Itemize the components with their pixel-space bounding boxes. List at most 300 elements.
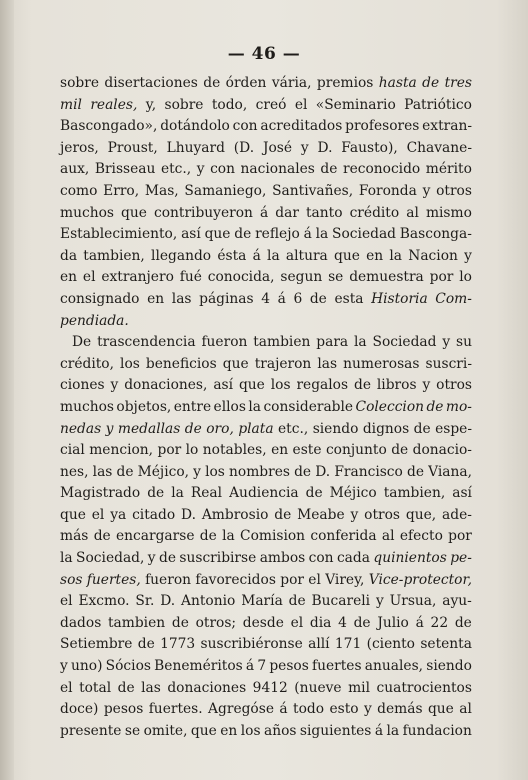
word: esto xyxy=(329,701,359,718)
word: mil xyxy=(60,96,82,113)
word: de xyxy=(117,679,135,696)
word: y xyxy=(196,161,205,178)
word: por xyxy=(157,442,182,459)
word: omite, xyxy=(143,722,188,739)
word: por xyxy=(448,528,472,545)
word: ellos xyxy=(213,398,246,415)
word: oro, xyxy=(206,420,234,437)
word: la xyxy=(386,722,400,739)
word: presente xyxy=(60,722,122,739)
text-line xyxy=(60,419,472,441)
word: suscri- xyxy=(425,355,472,372)
word: (ciento xyxy=(366,636,415,653)
word: y, xyxy=(145,96,157,113)
word: que xyxy=(222,355,249,372)
word: á xyxy=(277,290,286,307)
page-binding-edge xyxy=(0,0,14,780)
word: extran- xyxy=(422,118,472,135)
word: tanto xyxy=(306,204,343,221)
word: demás xyxy=(377,701,423,718)
word: fuertes xyxy=(312,658,362,675)
text-line xyxy=(60,181,472,203)
word: y xyxy=(350,506,359,523)
word: de xyxy=(147,485,165,502)
word: y xyxy=(193,463,201,480)
word: de xyxy=(137,636,155,653)
word: en xyxy=(271,442,289,459)
word: al xyxy=(459,701,472,718)
word: la xyxy=(222,528,235,545)
word: nes, xyxy=(60,463,89,480)
word: el xyxy=(294,96,308,113)
word: Ambrosio xyxy=(201,506,269,523)
word: quinientos xyxy=(373,550,447,567)
word: creó xyxy=(255,96,287,113)
word: á xyxy=(252,247,261,264)
word: pesos xyxy=(103,701,144,718)
word: Proust, xyxy=(107,139,158,156)
word: entre xyxy=(173,398,212,415)
word: Sociedad, xyxy=(76,550,145,567)
word: pendiada. xyxy=(60,312,129,329)
word: así xyxy=(452,485,472,502)
word: «Seminario xyxy=(315,96,396,113)
word: se xyxy=(124,722,141,739)
word: citado xyxy=(132,506,176,523)
word: Mas, xyxy=(144,182,179,199)
page-number: — 46 — xyxy=(227,44,301,64)
word: de xyxy=(274,506,292,523)
word: Foronda xyxy=(358,182,417,199)
word: á xyxy=(245,658,255,675)
word: ambos xyxy=(259,550,306,567)
word: años xyxy=(263,722,297,739)
word: da xyxy=(60,247,78,264)
word: que xyxy=(204,226,231,243)
word: otros xyxy=(436,182,472,199)
word: la xyxy=(267,247,280,264)
text-line xyxy=(60,548,472,570)
word: efecto xyxy=(399,528,443,545)
word: dignos xyxy=(362,420,410,437)
word: y xyxy=(442,334,451,351)
word: Julio xyxy=(377,614,409,631)
word: lo xyxy=(185,442,199,459)
word: cuatrocientos xyxy=(376,679,472,696)
word: la xyxy=(389,247,403,264)
word: premios xyxy=(316,75,374,91)
word: el xyxy=(60,679,73,696)
word: mil xyxy=(348,679,370,696)
word: Samaniego, xyxy=(184,182,267,199)
word: las xyxy=(171,290,192,307)
word: etc., xyxy=(278,420,309,437)
word: nacionales xyxy=(240,161,315,178)
word: así xyxy=(213,377,234,394)
text-line xyxy=(60,267,472,289)
word: y xyxy=(60,658,68,675)
word: su xyxy=(455,334,472,351)
word: Chavane- xyxy=(406,139,472,156)
word: Bucareli xyxy=(311,593,371,610)
word: el xyxy=(308,571,321,588)
word: en xyxy=(220,722,238,739)
word: fué xyxy=(179,269,202,286)
text-line xyxy=(60,699,472,721)
word: de xyxy=(406,463,424,480)
word: extranjero xyxy=(101,269,174,286)
text-line xyxy=(60,397,472,419)
word: como xyxy=(60,182,98,199)
word: (nueve xyxy=(294,679,342,696)
word: reflejo xyxy=(255,226,300,243)
word: y xyxy=(110,377,119,394)
text-line xyxy=(60,159,472,181)
word: setenta xyxy=(420,636,472,653)
word: allí xyxy=(308,636,330,653)
text-line xyxy=(60,332,472,354)
word: Sociedad xyxy=(372,334,437,351)
word: desde xyxy=(242,614,284,631)
word: altura xyxy=(285,247,328,264)
word: y xyxy=(105,420,114,437)
word: Basconga- xyxy=(399,226,472,243)
word: de xyxy=(93,528,111,545)
word: el xyxy=(82,269,96,286)
word: De xyxy=(72,334,92,351)
word: ade- xyxy=(442,506,472,523)
word: notables, xyxy=(202,442,267,459)
word: 1773 xyxy=(160,636,196,653)
word: que xyxy=(121,204,147,221)
word: trajeron xyxy=(254,355,312,372)
word: aux, xyxy=(60,161,90,178)
word: de xyxy=(305,485,323,502)
word: de xyxy=(353,377,371,394)
word: las xyxy=(317,355,338,372)
word: conjunto xyxy=(325,442,387,459)
word: los xyxy=(270,377,291,394)
text-line xyxy=(60,462,472,484)
word: reales, xyxy=(90,96,138,113)
text-line xyxy=(60,311,472,333)
word: el xyxy=(91,506,105,523)
word: favorecidos xyxy=(195,571,276,588)
word: se xyxy=(328,269,344,286)
word: ciones xyxy=(60,377,105,394)
word: que xyxy=(190,722,217,739)
word: lo xyxy=(459,269,472,286)
word: y xyxy=(464,247,472,264)
word: las xyxy=(92,463,113,480)
word: libros xyxy=(376,377,417,394)
word: todo, xyxy=(211,96,248,113)
word: D. xyxy=(160,593,176,610)
word: Lhuyard xyxy=(166,139,225,156)
word: dados xyxy=(60,614,102,631)
word: Historia xyxy=(371,290,428,307)
text-line xyxy=(60,224,472,246)
text-line xyxy=(60,591,472,613)
word: trascendencia xyxy=(97,334,196,351)
word: uno) xyxy=(71,658,103,675)
word: de xyxy=(116,463,134,480)
text-line xyxy=(60,203,472,225)
word: conferida xyxy=(310,528,377,545)
word: Brisseau xyxy=(94,161,156,178)
word: de xyxy=(199,528,217,545)
word: sobre xyxy=(164,96,204,113)
word: y xyxy=(363,701,372,718)
word: Sr. xyxy=(135,593,155,610)
word: mismo xyxy=(425,204,472,221)
word: la xyxy=(60,550,73,567)
word: suscribirse xyxy=(179,550,257,567)
word: Francisco xyxy=(334,463,403,480)
word: á xyxy=(303,226,312,243)
word: siendo xyxy=(426,658,472,675)
word: donaciones xyxy=(167,679,247,696)
word: crédito xyxy=(349,204,400,221)
word: demuestra xyxy=(349,269,424,286)
word: por xyxy=(280,571,304,588)
word: Erro, xyxy=(103,182,140,199)
word: llegando xyxy=(151,247,212,264)
word: el xyxy=(290,614,304,631)
text-line xyxy=(60,505,472,527)
word: pesos xyxy=(269,658,309,675)
word: y xyxy=(422,377,431,394)
word: de xyxy=(294,463,312,480)
word: Viana, xyxy=(428,463,472,480)
word: José xyxy=(262,139,293,156)
word: y xyxy=(375,593,384,610)
word: (D. xyxy=(233,139,255,156)
word: Méjico xyxy=(329,485,377,502)
word: dotándolo xyxy=(160,118,230,135)
word: de xyxy=(203,75,221,91)
text-line xyxy=(60,138,472,160)
word: al xyxy=(381,528,395,545)
word: y xyxy=(422,182,431,199)
word: cada xyxy=(336,550,370,567)
word: numerosas xyxy=(343,355,420,372)
word: contribuyeron xyxy=(153,204,253,221)
word: donacio- xyxy=(412,442,472,459)
word: el xyxy=(60,593,73,610)
word: para xyxy=(316,334,349,351)
word: con xyxy=(308,550,334,567)
word: con xyxy=(232,118,258,135)
word: 171 xyxy=(334,636,362,653)
word: de xyxy=(391,442,409,459)
text-line xyxy=(60,440,472,462)
word: objetos, xyxy=(116,398,172,415)
word: Méjico, xyxy=(137,463,190,480)
text-line xyxy=(60,375,472,397)
word: profesores xyxy=(345,118,420,135)
word: con xyxy=(210,161,235,178)
word: órden xyxy=(225,75,267,91)
word: Comision xyxy=(240,528,306,545)
word: de xyxy=(309,290,327,307)
word: tambien xyxy=(108,614,166,631)
word: 7 xyxy=(257,658,267,675)
text-line xyxy=(60,289,472,311)
word: mo- xyxy=(445,398,472,415)
word: mencion, xyxy=(89,442,154,459)
word: D. xyxy=(317,139,333,156)
text-line xyxy=(60,246,472,268)
word: 4 xyxy=(338,614,347,631)
text-line xyxy=(60,678,472,700)
word: Nacion xyxy=(408,247,458,264)
word: dar xyxy=(275,204,299,221)
word: acreditados xyxy=(260,118,343,135)
word: tambien, xyxy=(383,485,446,502)
word: en xyxy=(147,290,165,307)
word: 22 xyxy=(430,614,449,631)
word: que xyxy=(238,377,265,394)
word: fuertes, xyxy=(86,571,141,588)
word: Establecimiento, xyxy=(60,226,178,243)
word: Virey, xyxy=(325,571,365,588)
text-line xyxy=(60,656,472,678)
word: jeros, xyxy=(60,139,99,156)
word: donaciones, xyxy=(124,377,208,394)
word: beneficios xyxy=(145,355,217,372)
word: sobre xyxy=(60,75,99,91)
word: Vice-protector, xyxy=(368,571,472,588)
text-line xyxy=(60,95,472,117)
word: Patriótico xyxy=(404,96,472,113)
word: la xyxy=(354,334,367,351)
word: y xyxy=(300,139,309,156)
word: en xyxy=(366,247,384,264)
word: á xyxy=(374,722,384,739)
word: considerable xyxy=(263,398,354,415)
word: por xyxy=(429,269,454,286)
word: espe- xyxy=(435,420,472,437)
word: Santivañes, xyxy=(272,182,354,199)
word: ayu- xyxy=(442,593,472,610)
word: segun xyxy=(280,269,323,286)
text-line xyxy=(60,721,472,743)
word: total xyxy=(79,679,112,696)
word: este xyxy=(292,442,322,459)
word: otros xyxy=(436,377,472,394)
word: muchos xyxy=(60,398,114,415)
text-line xyxy=(60,354,472,376)
word: sos xyxy=(60,571,83,588)
word: todo xyxy=(293,701,325,718)
word: reconocido xyxy=(342,161,421,178)
word: plata xyxy=(238,420,274,437)
word: fuertes. xyxy=(148,701,203,718)
word: esta xyxy=(334,290,364,307)
word: Beneméritos xyxy=(154,658,243,675)
word: Audiencia xyxy=(229,485,299,502)
word: los xyxy=(205,463,225,480)
word: fueron xyxy=(201,334,248,351)
word: siguientes xyxy=(299,722,372,739)
word: doce) xyxy=(60,701,99,718)
text-line xyxy=(60,116,472,138)
word: al xyxy=(406,204,419,221)
word: Real xyxy=(190,485,223,502)
word: Sócios xyxy=(105,658,151,675)
word: hasta xyxy=(378,75,417,91)
word: así xyxy=(181,226,201,243)
word: de xyxy=(159,550,176,567)
word: encargarse xyxy=(115,528,195,545)
word: tambien xyxy=(253,334,311,351)
word: de xyxy=(184,420,202,437)
word: de xyxy=(288,593,306,610)
word: Sociedad xyxy=(332,226,396,243)
word: regalos xyxy=(296,377,349,394)
word: Magistrado xyxy=(60,485,141,502)
word: de xyxy=(413,420,431,437)
word: Agregóse xyxy=(208,701,274,718)
word: de xyxy=(422,75,440,91)
word: D. xyxy=(315,463,331,480)
word: vária, xyxy=(271,75,312,91)
word: á xyxy=(415,614,424,631)
body-text xyxy=(60,73,472,742)
word: nedas xyxy=(60,420,102,437)
word: muchos xyxy=(60,204,114,221)
word: que xyxy=(334,247,360,264)
word: tambien, xyxy=(83,247,145,264)
word: cial xyxy=(60,442,85,459)
word: pe- xyxy=(450,550,472,567)
word: consignado xyxy=(60,290,140,307)
text-line xyxy=(60,570,472,592)
word: ésta xyxy=(217,247,247,264)
word: de xyxy=(353,614,371,631)
word: María xyxy=(241,593,283,610)
word: nombres xyxy=(229,463,290,480)
word: medallas xyxy=(117,420,181,437)
word: siendo xyxy=(312,420,359,437)
word: suscribiéronse xyxy=(200,636,303,653)
word: que xyxy=(60,506,86,523)
word: Com- xyxy=(435,290,472,307)
word: la xyxy=(315,226,329,243)
word: 6 xyxy=(293,290,303,307)
word: ya xyxy=(110,506,127,523)
word: dia xyxy=(309,614,332,631)
word: de xyxy=(426,398,444,415)
word: Bascongado», xyxy=(60,118,158,135)
word: Coleccion xyxy=(355,398,425,415)
word: á xyxy=(259,204,269,221)
word: disertaciones xyxy=(104,75,198,91)
text-line xyxy=(60,73,472,95)
word: la xyxy=(248,398,262,415)
word: Antonio xyxy=(181,593,236,610)
word: la xyxy=(171,485,184,502)
word: tres xyxy=(444,75,472,91)
word: los xyxy=(120,355,140,372)
text-line xyxy=(60,483,472,505)
word: de xyxy=(171,614,189,631)
word: las xyxy=(141,679,161,696)
word: mérito xyxy=(425,161,472,178)
word: 9412 xyxy=(252,679,288,696)
word: otros; xyxy=(195,614,237,631)
